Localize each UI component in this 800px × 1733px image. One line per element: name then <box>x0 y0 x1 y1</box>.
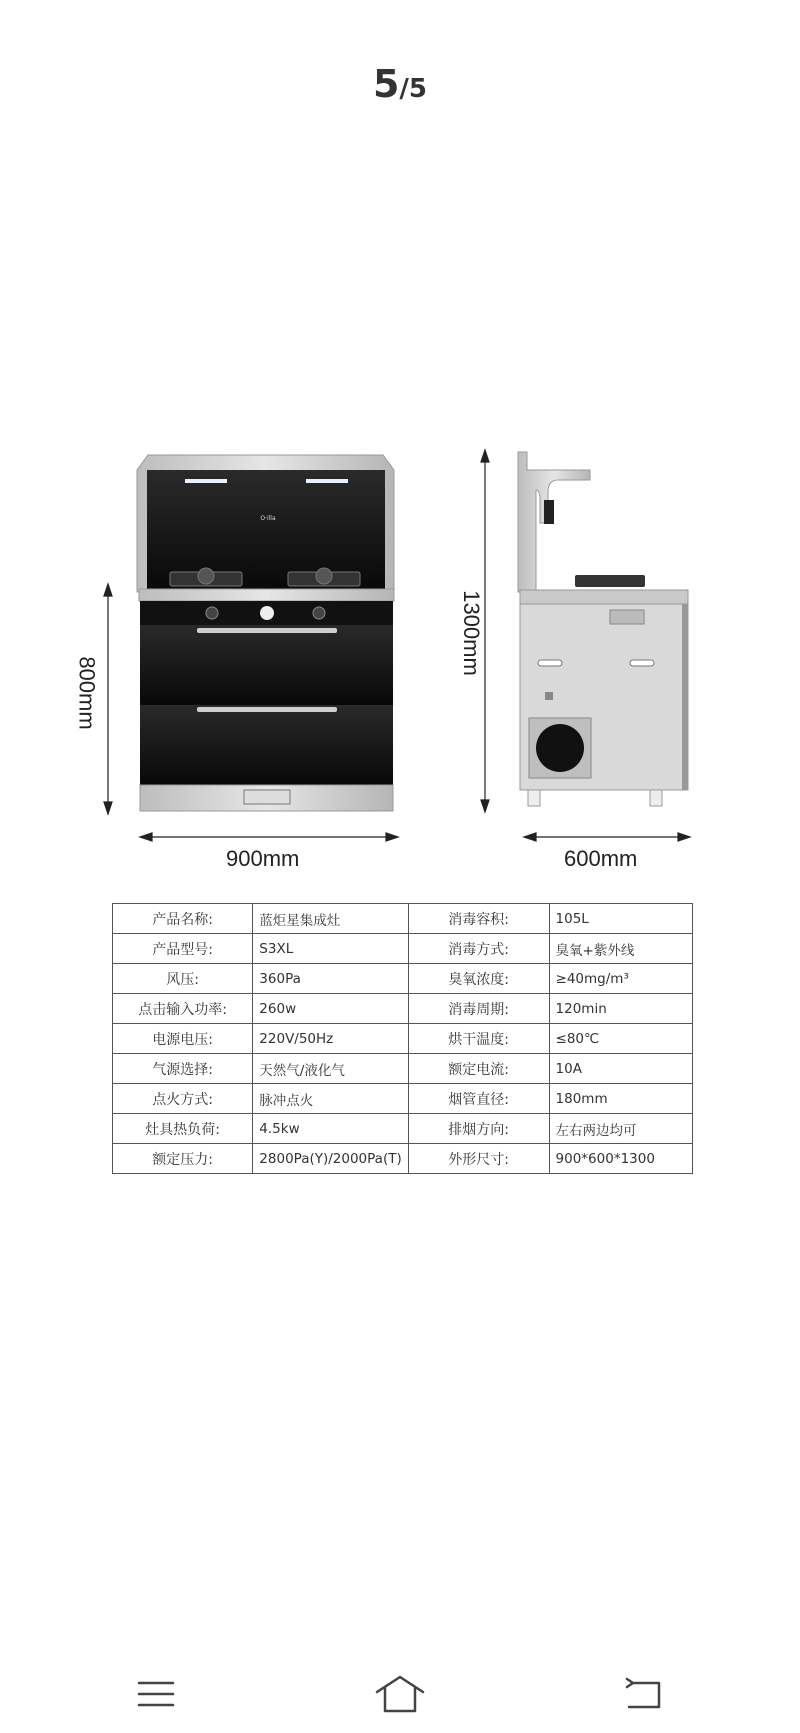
spec-label: 产品名称: <box>113 904 253 934</box>
menu-button[interactable] <box>126 1669 186 1719</box>
product-image[interactable] <box>0 430 800 870</box>
spec-label: 烟管直径: <box>408 1084 549 1114</box>
spec-value: 脉冲点火 <box>253 1084 408 1114</box>
spec-value: S3XL <box>253 934 408 964</box>
spec-value: 左右两边均可 <box>549 1114 692 1144</box>
spec-value: 220V/50Hz <box>253 1024 408 1054</box>
spec-label: 烘干温度: <box>408 1024 549 1054</box>
table-row <box>113 904 693 934</box>
back-arrow-icon <box>623 1677 665 1711</box>
spec-label: 产品型号: <box>113 934 253 964</box>
home-icon <box>374 1674 426 1714</box>
spec-value: 4.5kw <box>253 1114 408 1144</box>
spec-value: 260w <box>253 994 408 1024</box>
width-label: 900mm <box>226 846 300 871</box>
spec-value: 2800Pa(Y)/2000Pa(T) <box>253 1144 408 1174</box>
spec-label: 额定电流: <box>408 1054 549 1084</box>
spec-label: 臭氧浓度: <box>408 964 549 994</box>
pager-current: 5 <box>372 62 400 106</box>
spec-value: 蓝炬星集成灶 <box>253 904 408 934</box>
spec-label: 气源选择: <box>113 1054 253 1084</box>
spec-label: 电源电压: <box>113 1024 253 1054</box>
image-pager <box>0 62 800 106</box>
spec-value: ≥40mg/m³ <box>549 964 692 994</box>
spec-value: ≤80℃ <box>549 1024 692 1054</box>
spec-value: 10A <box>549 1054 692 1084</box>
back-button[interactable] <box>614 1669 674 1719</box>
depth-label: 600mm <box>564 846 638 871</box>
pager-total: 5 <box>408 74 428 104</box>
table-row <box>113 1144 693 1174</box>
spec-value: 臭氧+紫外线 <box>549 934 692 964</box>
spec-label: 消毒方式: <box>408 934 549 964</box>
spec-label: 点击输入功率: <box>113 994 253 1024</box>
home-button[interactable] <box>370 1669 430 1719</box>
hamburger-menu-icon <box>136 1678 176 1710</box>
spec-label: 风压: <box>113 964 253 994</box>
spec-label: 外形尺寸: <box>408 1144 549 1174</box>
spec-label: 额定压力: <box>113 1144 253 1174</box>
system-nav-bar <box>0 1655 800 1733</box>
table-row <box>113 934 693 964</box>
side-view <box>481 450 690 841</box>
table-row <box>113 1054 693 1084</box>
spec-value: 120min <box>549 994 692 1024</box>
table-row <box>113 994 693 1024</box>
pager-separator: / <box>399 74 409 104</box>
total-height-label: 1300mm <box>458 590 484 676</box>
spec-label: 排烟方向: <box>408 1114 549 1144</box>
cabinet-height-label: 800mm <box>74 656 100 730</box>
spec-table <box>112 903 693 1174</box>
spec-value: 360Pa <box>253 964 408 994</box>
table-row <box>113 1024 693 1054</box>
table-row <box>113 1084 693 1114</box>
spec-value: 180mm <box>549 1084 692 1114</box>
spec-value: 900*600*1300 <box>549 1144 692 1174</box>
brand-mark: O·illa <box>260 515 276 522</box>
spec-label: 灶具热负荷: <box>113 1114 253 1144</box>
table-row <box>113 964 693 994</box>
spec-label: 消毒容积: <box>408 904 549 934</box>
front-view <box>104 455 398 841</box>
table-row <box>113 1114 693 1144</box>
spec-label: 消毒周期: <box>408 994 549 1024</box>
spec-value: 天然气/液化气 <box>253 1054 408 1084</box>
spec-label: 点火方式: <box>113 1084 253 1114</box>
spec-value: 105L <box>549 904 692 934</box>
